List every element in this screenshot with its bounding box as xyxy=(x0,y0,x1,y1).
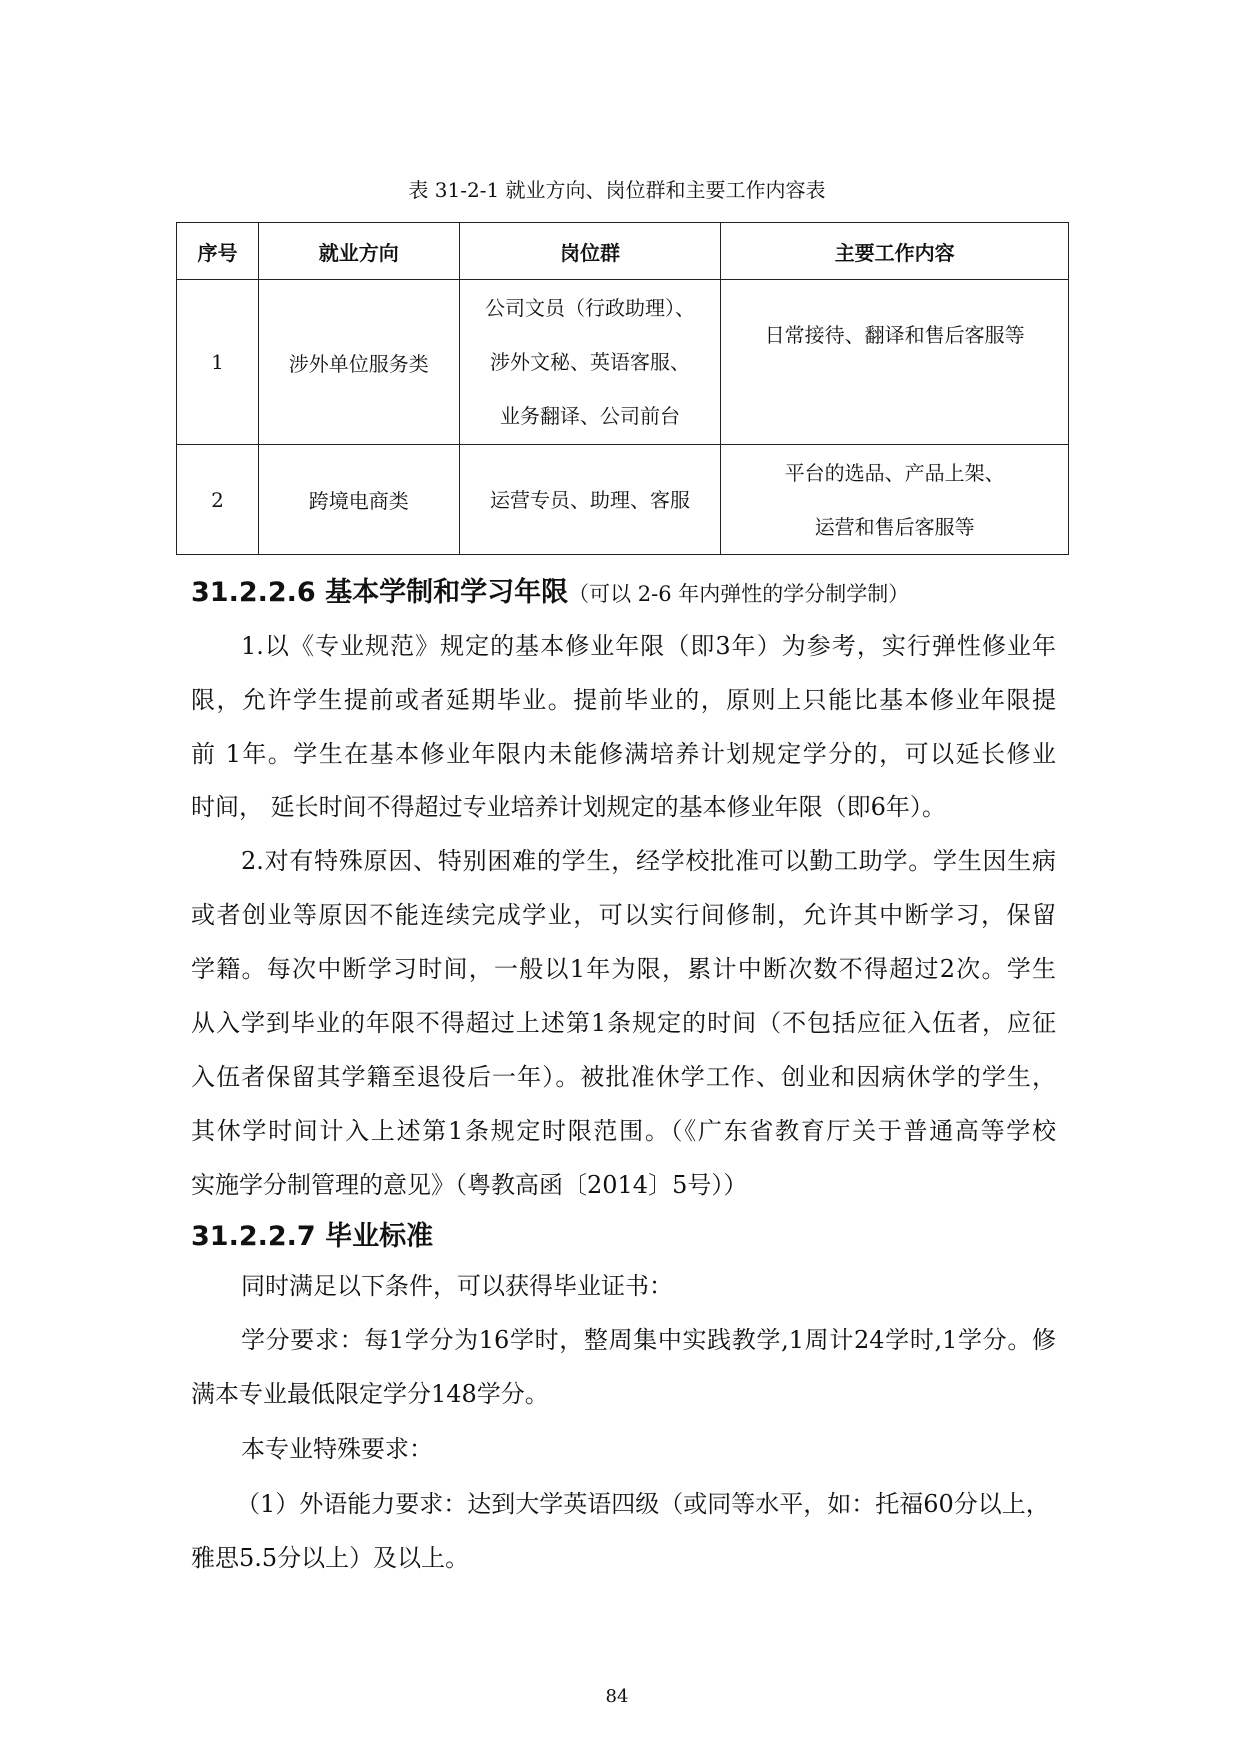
header-content: 主要工作内容 xyxy=(721,223,1069,280)
paragraph-line: 时间， 延长时间不得超过专业培养计划规定的基本修业年限（即6年）。 xyxy=(191,793,946,821)
paragraph-line: 本专业特殊要求： xyxy=(241,1435,433,1463)
paragraph-line: 其休学时间计入上述第1条规定时限范围。（《广东省教育厅关于普通高等学校 xyxy=(191,1117,1056,1145)
cell-no: 1 xyxy=(177,280,259,445)
header-no: 序号 xyxy=(177,223,259,280)
table-row xyxy=(177,280,1069,445)
position-line: 涉外文秘、英语客服、 xyxy=(490,350,691,374)
section-title: 基本学制和学习年限 xyxy=(325,577,569,608)
cell-content xyxy=(721,280,1069,445)
position-line: 运营专员、助理、客服 xyxy=(490,487,691,512)
page-number: 84 xyxy=(605,1686,629,1707)
cell-direction: 涉外单位服务类 xyxy=(258,280,459,445)
paragraph-line: 从入学到毕业的年限不得超过上述第1条规定的时间（不包括应征入伍者，应征 xyxy=(191,1009,1056,1037)
employment-table xyxy=(176,222,1069,555)
table-header-row xyxy=(177,223,1069,280)
paragraph-line: 1.以《专业规范》规定的基本修业年限（即3年）为参考，实行弹性修业年 xyxy=(241,632,1056,660)
content-line: 运营和售后客服等 xyxy=(814,514,975,539)
section-heading-2-2-6 xyxy=(191,570,909,609)
content-line: 平台的选品、产品上架、 xyxy=(784,460,1005,485)
paragraph-line: 入伍者保留其学籍至退役后一年）。被批准休学工作、创业和因病休学的学生， xyxy=(191,1063,1056,1091)
position-line: 公司文员（行政助理）、 xyxy=(485,296,696,320)
cell-positions xyxy=(459,445,721,555)
paragraph-line: 实施学分制管理的意见》（粤教高函〔2014〕5号）） xyxy=(191,1171,748,1199)
paragraph-line: 或者创业等原因不能连续完成学业，可以实行间修制，允许其中断学习，保留 xyxy=(191,901,1056,929)
cell-no: 2 xyxy=(177,445,259,555)
paragraph-line: 学分要求：每1学分为16学时，整周集中实践教学,1周计24学时,1学分。修 xyxy=(241,1326,1056,1354)
header-direction: 就业方向 xyxy=(258,223,459,280)
position-line: 业务翻译、公司前台 xyxy=(500,404,681,428)
content-line: 日常接待、翻译和售后客服等 xyxy=(764,323,1025,347)
section-number: 31.2.2.7 xyxy=(191,1221,316,1252)
section-subtitle: （可以 2-6 年内弹性的学分制学制） xyxy=(568,582,910,606)
table-row xyxy=(177,445,1069,555)
section-number: 31.2.2.6 xyxy=(191,577,316,608)
paragraph-line: 学籍。每次中断学习时间，一般以1年为限，累计中断次数不得超过2次。学生 xyxy=(191,955,1056,983)
cell-content xyxy=(721,445,1069,555)
paragraph-line: 同时满足以下条件，可以获得毕业证书： xyxy=(241,1272,673,1300)
paragraph-line: 满本专业最低限定学分148学分。 xyxy=(191,1380,549,1408)
paragraph-line: （1）外语能力要求：达到大学英语四级（或同等水平，如：托福60分以上， xyxy=(236,1490,1050,1518)
cell-positions xyxy=(459,280,721,445)
paragraph-line: 限，允许学生提前或者延期毕业。提前毕业的，原则上只能比基本修业年限提 xyxy=(191,686,1056,714)
paragraph-line: 雅思5.5分以上）及以上。 xyxy=(191,1544,470,1572)
section-title: 毕业标准 xyxy=(325,1221,434,1252)
section-heading-2-2-7 xyxy=(191,1214,433,1253)
header-positions: 岗位群 xyxy=(459,223,721,280)
table-caption: 表 31-2-1 就业方向、岗位群和主要工作内容表 xyxy=(408,178,826,202)
paragraph-line: 前 1年。学生在基本修业年限内未能修满培养计划规定学分的，可以延长修业 xyxy=(191,740,1056,768)
cell-direction: 跨境电商类 xyxy=(258,445,459,555)
paragraph-line: 2.对有特殊原因、特别困难的学生，经学校批准可以勤工助学。学生因生病 xyxy=(241,847,1056,875)
